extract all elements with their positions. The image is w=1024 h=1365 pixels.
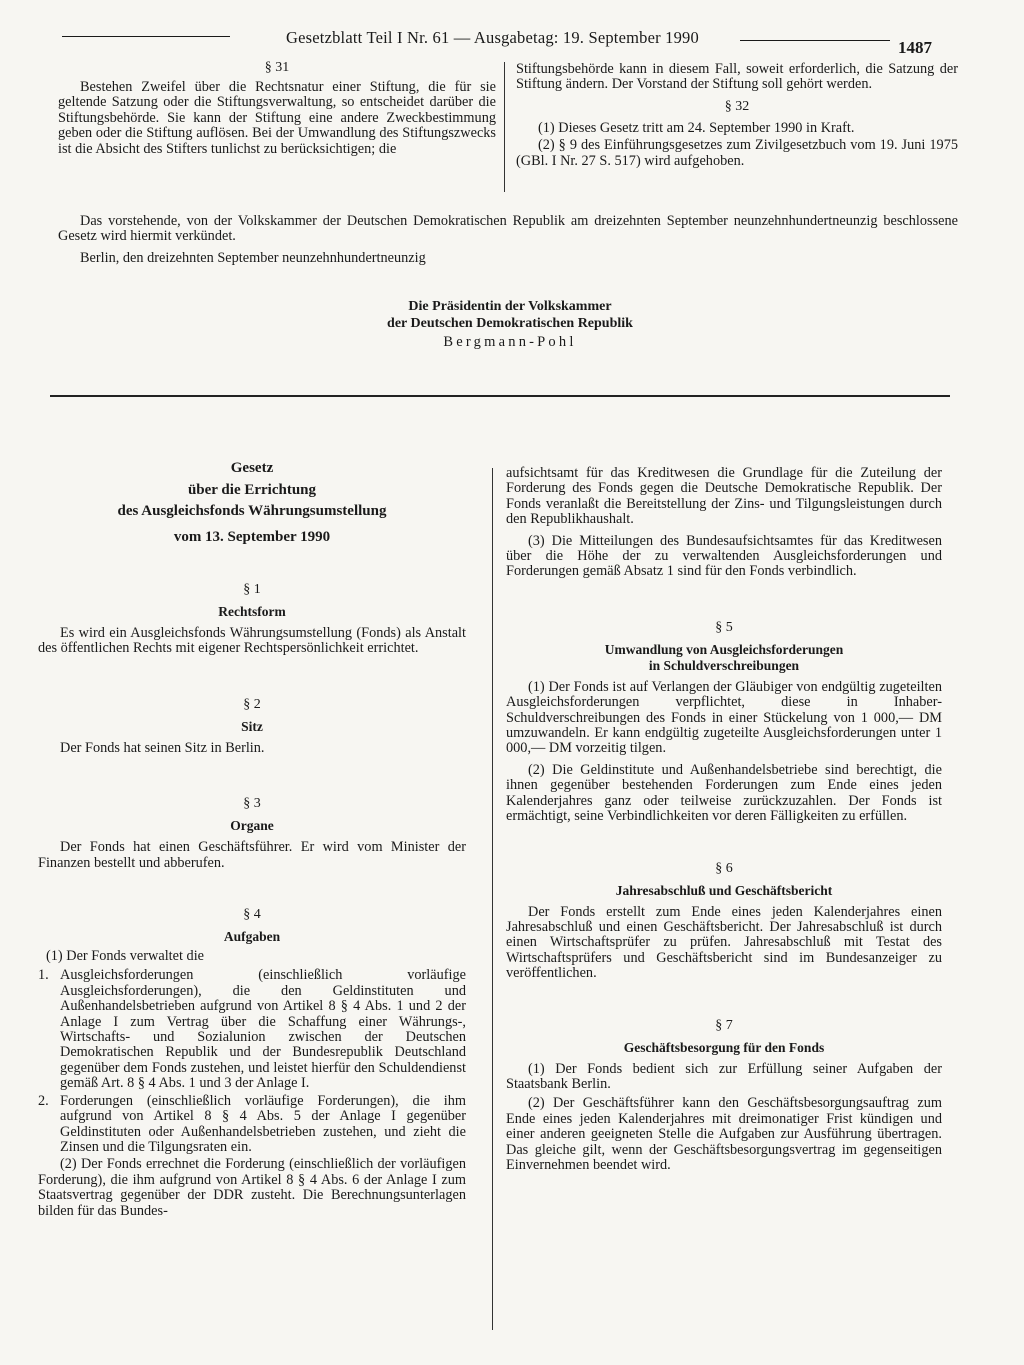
section-6-heading: § 6 xyxy=(715,860,733,876)
section-4-paragraph-3: (3) Die Mitteilungen des Bundesaufsichtsamtes für das Kreditwesen über die Höhe der zu verwaltenden Ausgleichsforderungen und Forderungen gemäß Absatz 1 sind für den Fonds verbindlich. xyxy=(506,532,942,580)
section-4-intro: (1) Der Fonds verwaltet die xyxy=(46,948,205,965)
section-2-title: Sitz xyxy=(241,718,263,734)
law-right-column xyxy=(506,466,942,1173)
section-5-heading: § 5 xyxy=(715,619,733,635)
signature-block xyxy=(300,298,720,352)
law-title-line-2: über die Errichtung xyxy=(187,481,317,498)
section-4-paragraph-2: (2) Der Fonds errechnet die Forderung (einschließlich der vorläufigen Forderung), die ihm aufgrund von Artikel 8 § 4 Abs. 6 der Anlage I zum Staatsvertrag gegenüber der DDR zusteht. Die Berechnungsunterlagen bilden für das Bundes- xyxy=(38,1156,466,1219)
section-4-list xyxy=(38,968,466,1155)
section-5-title-line-2: in Schuldverschreibungen xyxy=(648,657,800,673)
section-31-heading: § 31 xyxy=(264,60,290,75)
section-32-paragraph-2: (2) § 9 des Einführungsgesetzes zum Zivilgesetzbuch vom 19. Juni 1975 (GBl. I Nr. 27 S. 517) wird aufgehoben. xyxy=(516,137,958,169)
lower-column-divider xyxy=(492,468,493,1330)
section-4-paragraph-2-continuation: aufsichtsamt für das Kreditwesen die Grundlage für die Zuteilung der Forderung des Fonds gegen die Deutsche Demokratische Republik. Der Fonds veranlaßt die Bereitstellung der Zins- und Tilgungsleistungen durch den Republikhaushalt. xyxy=(506,465,942,528)
section-6-title: Jahresabschluß und Geschäftsbericht xyxy=(615,882,833,898)
place-date: Berlin, den dreizehnten September neunzehnhundertneunzig xyxy=(80,249,426,266)
top-right-column xyxy=(516,62,958,169)
section-2-heading: § 2 xyxy=(243,696,261,712)
list-item-text: Ausgleichsforderungen (einschließlich vorläufige Ausgleichsforderungen), die den Geldinstituten und Außenhandelsbetrieben aufgrund von Artikel 8 § 4 Abs. 1 und 2 der Anlage I zum Vertrag über die Schaffung einer Währungs-, Wirtschafts- und Sozialunion zwischen der Deutschen Demokratischen Republik und der Bundesrepublik Deutschland gegenüber dem Fonds zustehen, und leistet hierfür den Schuldendienst gemäß Art. 8 § 4 Abs. 1 und 3 der Anlage I. xyxy=(60,967,466,1092)
section-4-heading: § 4 xyxy=(243,907,261,923)
section-3-text: Der Fonds hat einen Geschäftsführer. Er wird vom Minister der Finanzen bestellt und abberufen. xyxy=(38,839,466,871)
top-left-column xyxy=(58,60,496,157)
list-item xyxy=(38,968,466,1091)
header-rule-right xyxy=(740,40,890,41)
section-32-paragraph-1: (1) Dieses Gesetz tritt am 24. September 1990 in Kraft. xyxy=(538,119,855,136)
section-5-paragraph-2: (2) Die Geldinstitute und Außenhandelsbetriebe sind berechtigt, die ihnen gegenüber bestehenden Forderungen zum Ende eines jeden Kalenderjahres ganz oder teilweise zurückzuzahlen. Der Fonds ist ermächtigt, seine Verbindlichkeiten vor deren Fälligkeiten zu erfüllen. xyxy=(506,761,942,825)
signer-line-1: Die Präsidentin der Volkskammer xyxy=(408,299,612,314)
section-2-text: Der Fonds hat seinen Sitz in Berlin. xyxy=(60,739,265,756)
law-title-line-3: des Ausgleichsfonds Währungsumstellung xyxy=(117,503,387,519)
section-1-text: Es wird ein Ausgleichsfonds Währungsumstellung (Fonds) als Anstalt des öffentlichen Rechts mit eigener Rechtspersönlichkeit errichtet. xyxy=(38,625,466,657)
header-rule xyxy=(62,36,230,37)
section-separator-rule xyxy=(50,395,950,397)
section-7-paragraph-2: (2) Der Geschäftsführer kann den Geschäftsbesorgungsauftrag zum Ende eines jeden Kalenderjahres mit dreimonatiger Frist kündigen und einer anderen geeigneten Stelle die Aufgaben zur Ausführung übertragen. Das gleiche gilt, wenn der Geschäftsbesorgungsvertrag im gegenseitigen Einvernehmen beendet wird. xyxy=(506,1095,942,1173)
section-1-title: Rechtsform xyxy=(218,604,286,619)
section-3-heading: § 3 xyxy=(243,796,261,812)
section-7-paragraph-1: (1) Der Fonds bedient sich zur Erfüllung seiner Aufgaben der Staatsbank Berlin. xyxy=(506,1060,942,1092)
promulgation-block xyxy=(58,214,958,266)
section-5-title-line-1: Umwandlung von Ausgleichsforderungen xyxy=(604,641,844,657)
law-title-line-1: Gesetz xyxy=(230,460,274,476)
list-item xyxy=(38,1094,466,1156)
signer-name: Bergmann-Pohl xyxy=(443,334,577,350)
section-6-text: Der Fonds erstellt zum Ende eines jeden Kalenderjahres einen Jahresabschluß und einen Geschäftsbericht. Der Jahresabschluß ist durch einen Wirtschaftsprüfer zu prüfen. Jahresabschluß mit Testat des Wirtschaftsprüfers und Geschäftsbericht sind im Bundesanzeiger zu veröffentlichen. xyxy=(506,903,942,982)
law-title xyxy=(38,458,466,548)
list-item-number: 1. xyxy=(38,967,49,984)
section-32-heading: § 32 xyxy=(724,98,750,114)
law-title-line-4: vom 13. September 1990 xyxy=(173,528,331,545)
top-column-divider xyxy=(504,62,505,192)
law-left-column xyxy=(38,458,466,1219)
section-7-title: Geschäftsbesorgung für den Fonds xyxy=(623,1039,825,1055)
section-7-heading: § 7 xyxy=(715,1017,733,1033)
list-item-text: Forderungen (einschließlich vorläufige Forderungen), die ihm aufgrund von Artikel 8 § 4 Abs. 5 der Anlage I gegenüber Geldinstituten oder Außenhandelsbetrieben zustehen, und zieht die Zinsen und die Tilgungsraten ein. xyxy=(60,1092,466,1155)
page-number: 1487 xyxy=(898,38,932,57)
section-4-title: Aufgaben xyxy=(223,929,281,945)
section-31-continuation: Stiftungsbehörde kann in diesem Fall, soweit erforderlich, die Satzung der Stiftung ändern. Der Vorstand der Stiftung soll gehört werden. xyxy=(516,61,958,93)
list-item-number: 2. xyxy=(38,1092,49,1109)
signer-line-2: der Deutschen Demokratischen Republik xyxy=(387,316,633,331)
promulgation-text: Das vorstehende, von der Volkskammer der Deutschen Demokratischen Republik am dreizehnten September neunzehnhundertneunzig beschlossene Gesetz wird hiermit verkündet. xyxy=(58,213,958,245)
section-5-paragraph-1: (1) Der Fonds ist auf Verlangen der Gläubiger von endgültig zugeteilten Ausgleichsforderungen verpflichtet, diese in Inhaber-Schuldverschreibungen des Fonds in einer Stückelung von 1 000,— DM umzuwandeln. Er kann endgültig zugeteilte Ausgleichsforderungen unter 1 000,— DM vorzeitig tilgen. xyxy=(506,678,942,757)
section-3-title: Organe xyxy=(230,818,274,834)
header-title: Gesetzblatt Teil I Nr. 61 — Ausgabetag: 19. September 1990 xyxy=(286,28,699,47)
section-31-text: Bestehen Zweifel über die Rechtsnatur einer Stiftung, die für sie geltende Satzung oder die Stiftungsverwaltung, so entscheidet darüber die Stiftungsbehörde. Sie kann der Stiftung eine andere Zweckbestimmung geben oder die Stiftung auflösen. Bei der Umwandlung des Stiftungszwecks ist die Absicht des Stifters tunlichst zu berücksichtigen; die xyxy=(58,79,496,157)
section-1-heading: § 1 xyxy=(243,582,261,597)
